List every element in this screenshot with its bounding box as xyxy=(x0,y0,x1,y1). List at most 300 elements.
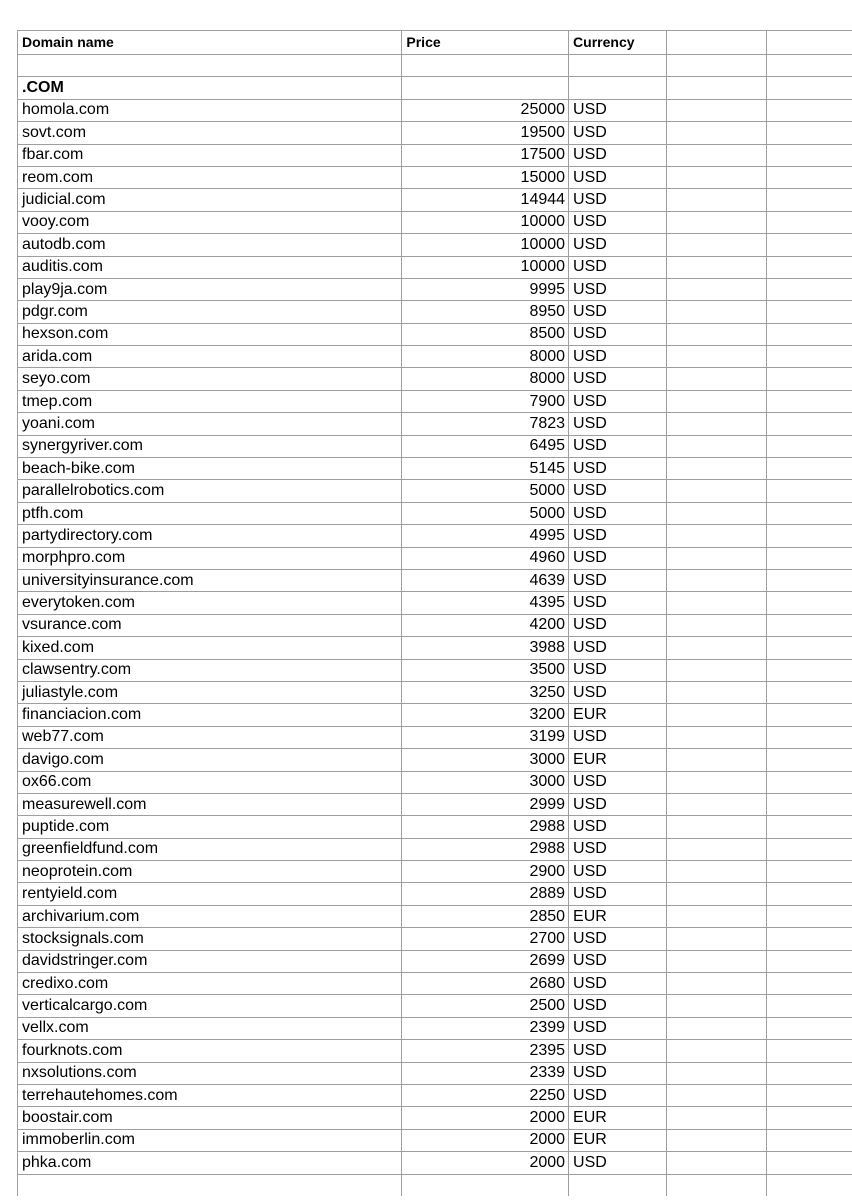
empty-cell xyxy=(766,749,852,771)
currency-cell: USD xyxy=(569,838,667,860)
empty-cell xyxy=(766,166,852,188)
empty-cell xyxy=(766,31,852,55)
empty-cell xyxy=(402,1174,569,1196)
currency-cell: USD xyxy=(569,928,667,950)
empty-cell xyxy=(666,1107,766,1129)
domain-cell: synergyriver.com xyxy=(18,435,402,457)
table-row xyxy=(18,771,852,793)
currency-cell: USD xyxy=(569,1084,667,1106)
table-row xyxy=(18,1107,852,1129)
empty-cell xyxy=(666,637,766,659)
domain-cell: tmep.com xyxy=(18,390,402,412)
table-row xyxy=(18,726,852,748)
empty-cell xyxy=(666,413,766,435)
empty-cell xyxy=(666,681,766,703)
currency-cell: USD xyxy=(569,278,667,300)
table-row xyxy=(18,637,852,659)
price-cell: 5000 xyxy=(402,502,569,524)
empty-cell xyxy=(666,435,766,457)
domain-cell: homola.com xyxy=(18,99,402,121)
empty-cell xyxy=(666,368,766,390)
table-row xyxy=(18,458,852,480)
price-cell: 3000 xyxy=(402,771,569,793)
empty-cell xyxy=(766,256,852,278)
domain-cell: judicial.com xyxy=(18,189,402,211)
domain-cell: terrehautehomes.com xyxy=(18,1084,402,1106)
empty-cell xyxy=(666,1084,766,1106)
empty-cell xyxy=(766,480,852,502)
empty-cell xyxy=(666,883,766,905)
empty-cell xyxy=(666,166,766,188)
table-row xyxy=(18,883,852,905)
price-cell: 2699 xyxy=(402,950,569,972)
price-cell: 4395 xyxy=(402,592,569,614)
empty-cell xyxy=(766,547,852,569)
empty-cell xyxy=(766,346,852,368)
domain-price-table xyxy=(17,30,852,1196)
price-cell: 14944 xyxy=(402,189,569,211)
domain-cell: reom.com xyxy=(18,166,402,188)
empty-cell xyxy=(766,905,852,927)
domain-cell: parallelrobotics.com xyxy=(18,480,402,502)
empty-cell xyxy=(766,1174,852,1196)
empty-cell xyxy=(666,278,766,300)
table-row xyxy=(18,368,852,390)
empty-cell xyxy=(766,211,852,233)
empty-cell xyxy=(666,816,766,838)
empty-cell xyxy=(766,950,852,972)
empty-cell xyxy=(666,525,766,547)
empty-cell xyxy=(766,838,852,860)
domain-cell: hexson.com xyxy=(18,323,402,345)
currency-cell: USD xyxy=(569,659,667,681)
table-row xyxy=(18,928,852,950)
empty-cell xyxy=(766,55,852,77)
currency-cell: EUR xyxy=(569,1107,667,1129)
price-cell: 10000 xyxy=(402,211,569,233)
price-cell: 3500 xyxy=(402,659,569,681)
empty-cell xyxy=(666,928,766,950)
table-row xyxy=(18,166,852,188)
currency-cell: USD xyxy=(569,301,667,323)
empty-cell xyxy=(666,838,766,860)
blank-row xyxy=(18,1174,852,1196)
empty-cell xyxy=(766,681,852,703)
currency-cell: USD xyxy=(569,793,667,815)
empty-cell xyxy=(766,659,852,681)
table-row xyxy=(18,861,852,883)
table-row xyxy=(18,659,852,681)
price-cell: 2889 xyxy=(402,883,569,905)
empty-cell xyxy=(766,1084,852,1106)
price-cell: 2700 xyxy=(402,928,569,950)
price-cell: 2000 xyxy=(402,1152,569,1174)
domain-cell: beach-bike.com xyxy=(18,458,402,480)
empty-cell xyxy=(666,211,766,233)
domain-cell: davigo.com xyxy=(18,749,402,771)
domain-cell: play9ja.com xyxy=(18,278,402,300)
table-row xyxy=(18,99,852,121)
empty-cell xyxy=(666,99,766,121)
empty-cell xyxy=(766,771,852,793)
price-cell: 3199 xyxy=(402,726,569,748)
price-cell: 3200 xyxy=(402,704,569,726)
price-cell: 4639 xyxy=(402,569,569,591)
empty-cell xyxy=(666,861,766,883)
table-row xyxy=(18,435,852,457)
currency-cell: USD xyxy=(569,592,667,614)
empty-cell xyxy=(666,973,766,995)
table-row xyxy=(18,793,852,815)
empty-cell xyxy=(666,390,766,412)
empty-cell xyxy=(766,569,852,591)
price-cell: 2999 xyxy=(402,793,569,815)
table-row xyxy=(18,614,852,636)
domain-cell: neoprotein.com xyxy=(18,861,402,883)
price-cell: 2680 xyxy=(402,973,569,995)
empty-cell xyxy=(666,1062,766,1084)
empty-cell xyxy=(666,614,766,636)
empty-cell xyxy=(666,995,766,1017)
table-row xyxy=(18,1017,852,1039)
price-cell: 2395 xyxy=(402,1040,569,1062)
price-cell: 15000 xyxy=(402,166,569,188)
currency-cell: USD xyxy=(569,458,667,480)
empty-cell xyxy=(666,950,766,972)
currency-cell: USD xyxy=(569,256,667,278)
domain-cell: nxsolutions.com xyxy=(18,1062,402,1084)
currency-cell: USD xyxy=(569,390,667,412)
table-row xyxy=(18,1129,852,1151)
table-row xyxy=(18,905,852,927)
table-row xyxy=(18,816,852,838)
empty-cell xyxy=(402,77,569,99)
currency-cell: USD xyxy=(569,861,667,883)
empty-cell xyxy=(766,413,852,435)
table-row xyxy=(18,1062,852,1084)
empty-cell xyxy=(766,704,852,726)
price-cell: 17500 xyxy=(402,144,569,166)
empty-cell xyxy=(18,1174,402,1196)
price-cell: 10000 xyxy=(402,234,569,256)
currency-cell: USD xyxy=(569,1040,667,1062)
empty-cell xyxy=(666,301,766,323)
currency-cell: USD xyxy=(569,166,667,188)
table-row xyxy=(18,525,852,547)
table-row xyxy=(18,995,852,1017)
table-row xyxy=(18,502,852,524)
domain-cell: seyo.com xyxy=(18,368,402,390)
blank-row xyxy=(18,55,852,77)
empty-cell xyxy=(666,502,766,524)
empty-cell xyxy=(766,995,852,1017)
empty-cell xyxy=(766,883,852,905)
table-row xyxy=(18,838,852,860)
price-cell: 19500 xyxy=(402,122,569,144)
price-cell: 2399 xyxy=(402,1017,569,1039)
currency-cell: USD xyxy=(569,1152,667,1174)
table-row xyxy=(18,681,852,703)
price-cell: 2900 xyxy=(402,861,569,883)
domain-cell: archivarium.com xyxy=(18,905,402,927)
domain-cell: immoberlin.com xyxy=(18,1129,402,1151)
section-row xyxy=(18,77,852,99)
table-row xyxy=(18,413,852,435)
section-title: .COM xyxy=(18,77,402,99)
empty-cell xyxy=(666,189,766,211)
domain-cell: financiacion.com xyxy=(18,704,402,726)
empty-cell xyxy=(666,31,766,55)
empty-cell xyxy=(666,1174,766,1196)
empty-cell xyxy=(766,861,852,883)
price-cell: 25000 xyxy=(402,99,569,121)
currency-cell: USD xyxy=(569,234,667,256)
empty-cell xyxy=(666,569,766,591)
header-row xyxy=(18,31,852,55)
domain-cell: ox66.com xyxy=(18,771,402,793)
empty-cell xyxy=(569,55,667,77)
empty-cell xyxy=(666,592,766,614)
domain-cell: puptide.com xyxy=(18,816,402,838)
domain-cell: universityinsurance.com xyxy=(18,569,402,591)
empty-cell xyxy=(766,1152,852,1174)
table-row xyxy=(18,189,852,211)
currency-cell: USD xyxy=(569,569,667,591)
empty-cell xyxy=(766,614,852,636)
header-currency: Currency xyxy=(569,31,667,55)
price-cell: 2250 xyxy=(402,1084,569,1106)
empty-cell xyxy=(766,144,852,166)
table-row xyxy=(18,278,852,300)
empty-cell xyxy=(766,973,852,995)
domain-cell: verticalcargo.com xyxy=(18,995,402,1017)
empty-cell xyxy=(766,816,852,838)
empty-cell xyxy=(766,234,852,256)
empty-cell xyxy=(766,1129,852,1151)
currency-cell: EUR xyxy=(569,704,667,726)
currency-cell: USD xyxy=(569,144,667,166)
currency-cell: USD xyxy=(569,547,667,569)
empty-cell xyxy=(666,905,766,927)
domain-cell: sovt.com xyxy=(18,122,402,144)
table-row xyxy=(18,211,852,233)
domain-cell: greenfieldfund.com xyxy=(18,838,402,860)
table-row xyxy=(18,950,852,972)
currency-cell: USD xyxy=(569,502,667,524)
empty-cell xyxy=(766,77,852,99)
currency-cell: USD xyxy=(569,413,667,435)
domain-cell: yoani.com xyxy=(18,413,402,435)
empty-cell xyxy=(666,659,766,681)
empty-cell xyxy=(569,77,667,99)
price-cell: 7823 xyxy=(402,413,569,435)
domain-cell: vooy.com xyxy=(18,211,402,233)
price-cell: 5145 xyxy=(402,458,569,480)
price-cell: 3250 xyxy=(402,681,569,703)
domain-cell: stocksignals.com xyxy=(18,928,402,950)
empty-cell xyxy=(666,771,766,793)
empty-cell xyxy=(666,704,766,726)
domain-cell: pdgr.com xyxy=(18,301,402,323)
empty-cell xyxy=(18,55,402,77)
empty-cell xyxy=(569,1174,667,1196)
domain-cell: vellx.com xyxy=(18,1017,402,1039)
empty-cell xyxy=(766,1107,852,1129)
empty-cell xyxy=(766,502,852,524)
empty-cell xyxy=(666,793,766,815)
empty-cell xyxy=(666,323,766,345)
domain-cell: auditis.com xyxy=(18,256,402,278)
empty-cell xyxy=(666,1040,766,1062)
empty-cell xyxy=(666,1152,766,1174)
currency-cell: USD xyxy=(569,346,667,368)
currency-cell: USD xyxy=(569,211,667,233)
empty-cell xyxy=(766,793,852,815)
currency-cell: USD xyxy=(569,435,667,457)
header-price: Price xyxy=(402,31,569,55)
price-cell: 2500 xyxy=(402,995,569,1017)
empty-cell xyxy=(766,1062,852,1084)
table-row xyxy=(18,346,852,368)
currency-cell: USD xyxy=(569,681,667,703)
price-cell: 9995 xyxy=(402,278,569,300)
currency-cell: USD xyxy=(569,525,667,547)
table-row xyxy=(18,234,852,256)
empty-cell xyxy=(666,234,766,256)
header-domain-name: Domain name xyxy=(18,31,402,55)
table-row xyxy=(18,973,852,995)
currency-cell: USD xyxy=(569,726,667,748)
domain-cell: clawsentry.com xyxy=(18,659,402,681)
price-cell: 3988 xyxy=(402,637,569,659)
currency-cell: USD xyxy=(569,122,667,144)
domain-cell: vsurance.com xyxy=(18,614,402,636)
table-row xyxy=(18,323,852,345)
domain-cell: web77.com xyxy=(18,726,402,748)
price-cell: 8500 xyxy=(402,323,569,345)
table-row xyxy=(18,1084,852,1106)
empty-cell xyxy=(666,55,766,77)
currency-cell: USD xyxy=(569,950,667,972)
currency-cell: EUR xyxy=(569,1129,667,1151)
domain-cell: boostair.com xyxy=(18,1107,402,1129)
currency-cell: USD xyxy=(569,1062,667,1084)
empty-cell xyxy=(402,55,569,77)
domain-cell: kixed.com xyxy=(18,637,402,659)
table-row xyxy=(18,301,852,323)
table-row xyxy=(18,1040,852,1062)
empty-cell xyxy=(666,458,766,480)
currency-cell: USD xyxy=(569,480,667,502)
price-cell: 2988 xyxy=(402,838,569,860)
empty-cell xyxy=(766,928,852,950)
domain-cell: morphpro.com xyxy=(18,547,402,569)
empty-cell xyxy=(666,480,766,502)
empty-cell xyxy=(766,323,852,345)
empty-cell xyxy=(766,99,852,121)
domain-cell: credixo.com xyxy=(18,973,402,995)
price-cell: 7900 xyxy=(402,390,569,412)
price-cell: 8000 xyxy=(402,368,569,390)
currency-cell: EUR xyxy=(569,905,667,927)
table-row xyxy=(18,592,852,614)
empty-cell xyxy=(766,189,852,211)
domain-cell: partydirectory.com xyxy=(18,525,402,547)
price-cell: 4200 xyxy=(402,614,569,636)
price-cell: 2850 xyxy=(402,905,569,927)
price-cell: 6495 xyxy=(402,435,569,457)
empty-cell xyxy=(766,458,852,480)
empty-cell xyxy=(766,390,852,412)
table-row xyxy=(18,704,852,726)
empty-cell xyxy=(666,256,766,278)
table-row xyxy=(18,144,852,166)
empty-cell xyxy=(666,122,766,144)
empty-cell xyxy=(666,1129,766,1151)
table-body xyxy=(18,31,852,1197)
empty-cell xyxy=(766,1040,852,1062)
price-cell: 4960 xyxy=(402,547,569,569)
empty-cell xyxy=(766,592,852,614)
table-row xyxy=(18,122,852,144)
currency-cell: USD xyxy=(569,189,667,211)
price-cell: 3000 xyxy=(402,749,569,771)
domain-cell: davidstringer.com xyxy=(18,950,402,972)
currency-cell: USD xyxy=(569,614,667,636)
domain-cell: autodb.com xyxy=(18,234,402,256)
empty-cell xyxy=(766,1017,852,1039)
currency-cell: USD xyxy=(569,883,667,905)
currency-cell: USD xyxy=(569,995,667,1017)
domain-cell: fourknots.com xyxy=(18,1040,402,1062)
table-row xyxy=(18,480,852,502)
table-row xyxy=(18,749,852,771)
currency-cell: USD xyxy=(569,771,667,793)
domain-cell: rentyield.com xyxy=(18,883,402,905)
table-row xyxy=(18,390,852,412)
domain-cell: juliastyle.com xyxy=(18,681,402,703)
table-row xyxy=(18,569,852,591)
currency-cell: USD xyxy=(569,323,667,345)
currency-cell: USD xyxy=(569,99,667,121)
empty-cell xyxy=(766,435,852,457)
table-row xyxy=(18,547,852,569)
empty-cell xyxy=(766,301,852,323)
price-cell: 5000 xyxy=(402,480,569,502)
table-row xyxy=(18,256,852,278)
empty-cell xyxy=(666,1017,766,1039)
price-cell: 2988 xyxy=(402,816,569,838)
domain-cell: everytoken.com xyxy=(18,592,402,614)
table-row xyxy=(18,1152,852,1174)
empty-cell xyxy=(666,77,766,99)
currency-cell: USD xyxy=(569,973,667,995)
empty-cell xyxy=(766,637,852,659)
currency-cell: USD xyxy=(569,1017,667,1039)
empty-cell xyxy=(766,278,852,300)
domain-cell: measurewell.com xyxy=(18,793,402,815)
empty-cell xyxy=(666,346,766,368)
price-cell: 2000 xyxy=(402,1129,569,1151)
empty-cell xyxy=(666,144,766,166)
empty-cell xyxy=(766,368,852,390)
empty-cell xyxy=(666,749,766,771)
domain-cell: ptfh.com xyxy=(18,502,402,524)
currency-cell: USD xyxy=(569,816,667,838)
domain-cell: fbar.com xyxy=(18,144,402,166)
empty-cell xyxy=(766,726,852,748)
price-cell: 8000 xyxy=(402,346,569,368)
